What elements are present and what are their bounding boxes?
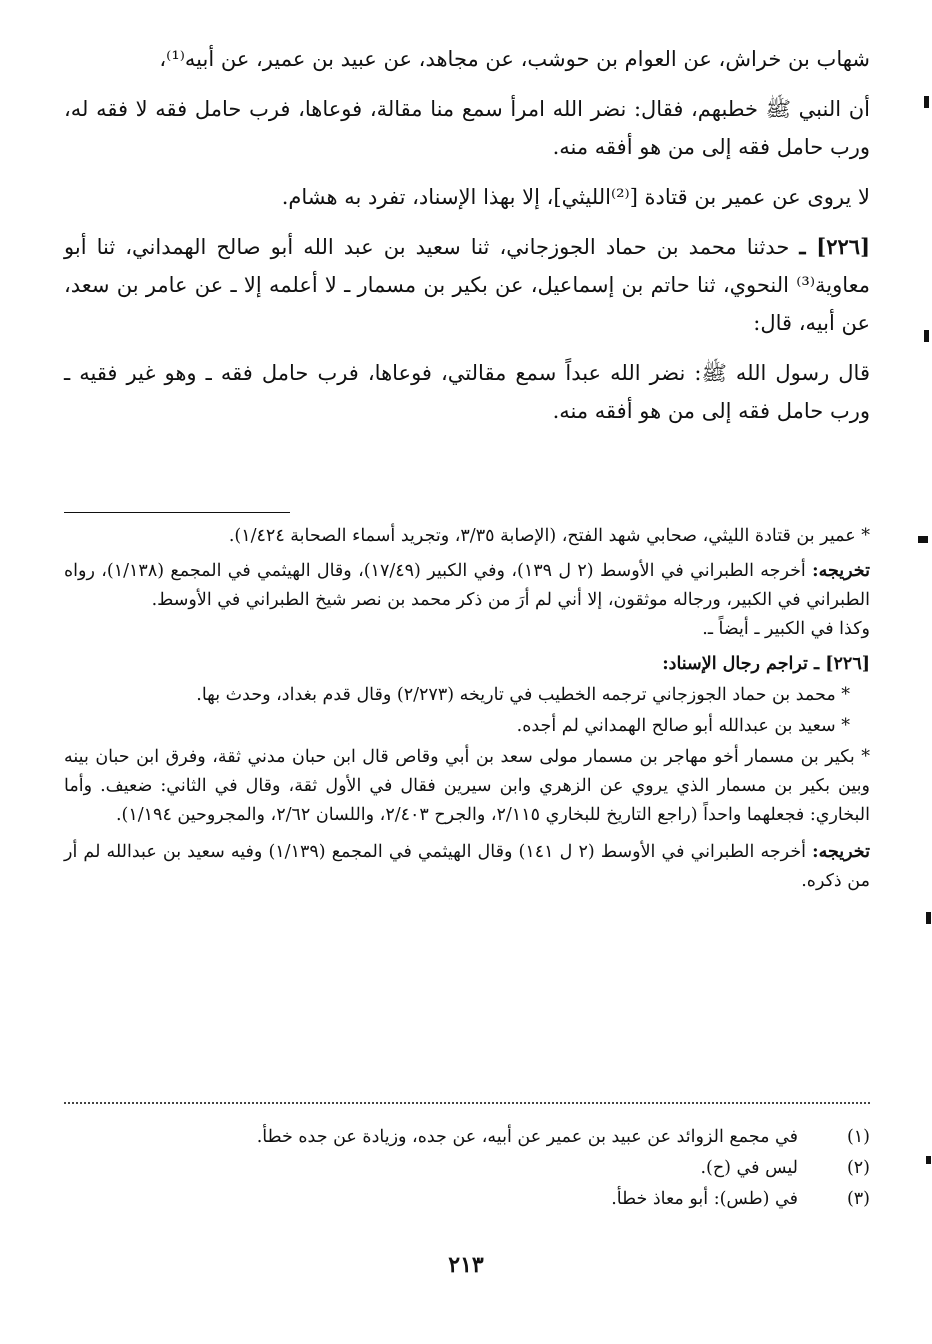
main-text [64,40,870,440]
margin-mark [926,1156,931,1164]
footnotes-section [64,1122,870,1215]
footnote-1 [64,1122,870,1153]
margin-mark [918,536,928,543]
takhrij-text-1: أخرجه الطبراني في الأوسط (٢ ل ١٣٩)، وفي الكبير (١٧/٤٩)، وقال الهيثمي في المجمع (١/١٣٨)، رواه الطبراني في الكبير، ورجاله موثقون، إلا أني لم أرَ من ذكر محمد بن نصر شيخ الطبراني في الأوسط. [64,561,870,610]
footnote-number: (١) [846,1127,870,1147]
footnote-number: (٢) [846,1158,870,1178]
note-takhrij-2 [64,838,870,896]
paragraph-4-text: حدثنا محمد بن حماد الجوزجاني، ثنا سعيد بن عبد الله أبو صالح الهمداني، ثنا أبو معاوية⁽³⁾ النحوي، ثنا حاتم بن إسماعيل، عن بكير بن مسمار ـ لا أعلمه إلا ـ عن عامر بن سعد، عن أبيه، قال: [64,235,870,335]
margin-mark [924,96,929,108]
takhrij-text-1b: وكذا في الكبير ـ أيضاً ـ. [702,619,870,639]
notes-section [64,522,870,902]
paragraph-3: لا يروى عن عمير بن قتادة [⁽²⁾الليثي]، إلا بهذا الإسناد، تفرد به هشام. [281,185,870,209]
margin-mark [926,912,931,924]
narrator-2: * سعيد بن عبدالله أبو صالح الهمداني لم أجده. [516,716,850,736]
paragraph-2: أن النبي ﷺ خطبهم، فقال: نضر الله امرأ سمع منا مقالة، فوعاها، فرب حامل فقه لا فقه له، ورب حامل فقه إلى من هو أفقه منه. [64,97,870,159]
note-takhrij-1 [64,557,870,644]
footnote-3 [64,1184,870,1215]
takhrij-text-2: أخرجه الطبراني في الأوسط (٢ ل ١٤١) وقال الهيثمي في المجمع (١/١٣٩) وفيه سعيد بن عبدالله لم أر من ذكره. [64,842,870,891]
margin-mark [924,330,929,342]
footnote-2 [64,1153,870,1184]
takhrij-label-2: تخريجه: [812,842,870,862]
note-companion: * عمير بن قتادة الليثي، صحابي شهد الفتح، (الإصابة ٣/٣٥، وتجريد أسماء الصحابة ١/٤٢٤). [228,526,870,546]
narrator-3: * بكير بن مسمار أخو مهاجر بن مسمار مولى سعد بن أبي وقاص قال ابن حبان مدني ثقة، وفرق ابن حبان بينه وبين بكير بن مسمار الذي يروي عن الزهري وابن سيرين فقال في الأول ثقة، وقال في الثاني: ضعيف. وأما البخاري: فجعلهما واحداً (راجع التاريخ للبخاري ٢/١١٥، والجرح ٢/٤٠٣، واللسان ٢/٦٢، والمجروحين ١/١٩٤). [64,747,870,825]
footnotes-separator [64,1102,870,1104]
hadith-number: [٢٢٦] ـ [799,234,870,259]
footnote-text: ليس في (ح). [700,1158,798,1178]
footnote-text: في مجمع الزوائد عن عبيد بن عمير عن أبيه، عن جده، وزيادة عن جده خطأ. [256,1127,798,1147]
paragraph-4 [64,228,870,342]
footnote-number: (٣) [846,1189,870,1209]
takhrij-label-1: تخريجه: [812,561,870,581]
narrator-1: * محمد بن حماد الجوزجاني ترجمه الخطيب في تاريخه (٢/٢٧٣) وقال قدم بغداد، وحدث بها. [196,685,850,705]
page-number: ٢١٣ [448,1252,484,1278]
footnote-text: في (طس): أبو معاذ خطأ. [611,1189,798,1209]
paragraph-1: شهاب بن خراش، عن العوام بن حوشب، عن مجاهد، عن عبيد بن عمير، عن أبيه⁽¹⁾، [159,47,870,71]
paragraph-5: قال رسول الله ﷺ: نضر الله عبداً سمع مقالتي، فوعاها، فرب حامل فقه ـ وهو غير فقيه ـ ورب حامل فقه إلى من هو أفقه منه. [64,361,870,423]
notes-separator [64,512,290,513]
narrators-heading: [٢٢٦] ـ تراجم رجال الإسناد: [662,654,870,674]
